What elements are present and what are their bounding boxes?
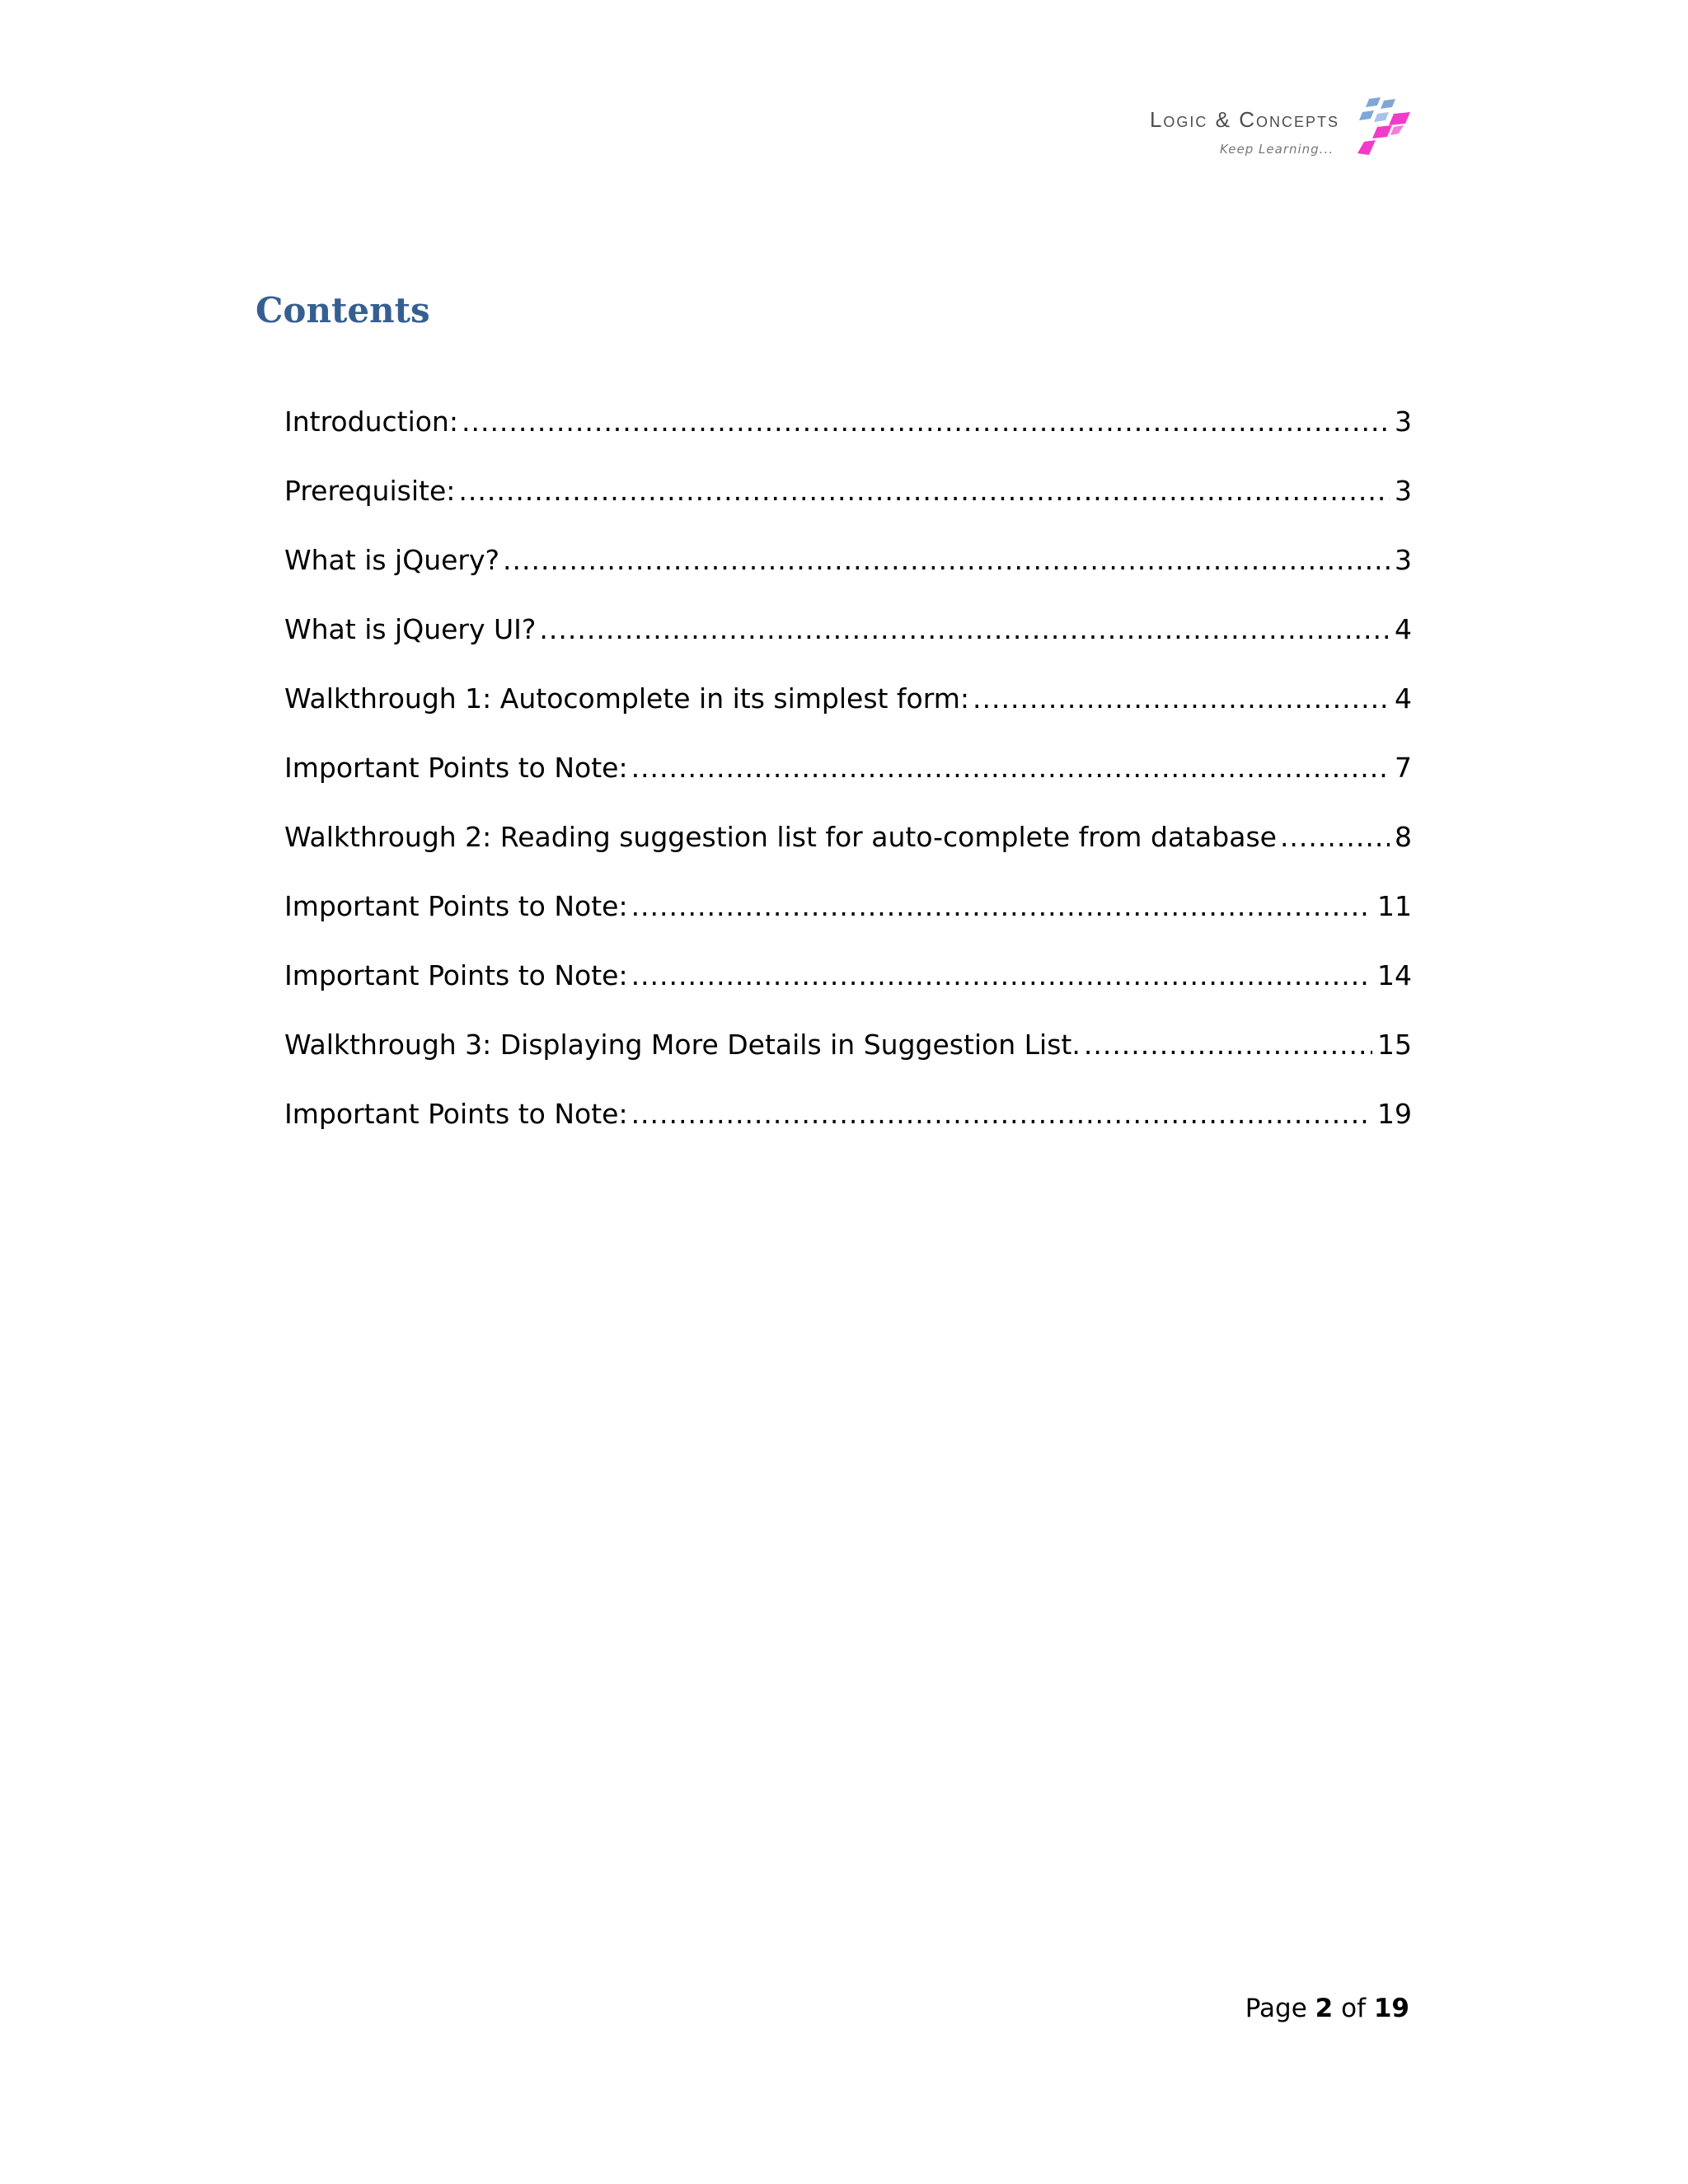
toc-dot-leader — [462, 405, 1390, 438]
toc-dot-leader — [1280, 821, 1390, 853]
toc-dot-leader — [539, 613, 1390, 645]
page-number-footer — [1245, 1994, 1409, 2023]
toc-entry-page: 11 — [1377, 890, 1412, 922]
current-page-number: 2 — [1315, 1994, 1334, 2023]
toc-entry-title: Introduction: — [284, 405, 458, 438]
toc-dot-leader — [503, 544, 1390, 576]
logo-mark-icon — [1353, 96, 1422, 162]
toc-entry[interactable] — [284, 544, 1412, 613]
toc-entry-page: 3 — [1395, 544, 1412, 576]
logo-tile-blue-1 — [1366, 97, 1381, 107]
toc-dot-leader — [631, 752, 1390, 784]
toc-entry-title: What is jQuery? — [284, 544, 500, 576]
toc-list — [284, 405, 1412, 1167]
toc-entry-title: Important Points to Note: — [284, 959, 628, 991]
toc-entry[interactable] — [284, 752, 1412, 821]
logo-tile-blue-2 — [1381, 99, 1395, 109]
toc-entry[interactable] — [284, 1098, 1412, 1167]
toc-entry-page: 4 — [1395, 613, 1412, 645]
logo-tile-pink-3 — [1390, 125, 1404, 135]
toc-entry-page: 3 — [1395, 475, 1412, 507]
toc-dot-leader — [631, 1098, 1372, 1130]
toc-entry-title: Walkthrough 1: Autocomplete in its simplest form: — [284, 682, 969, 715]
logo-tile-pink-2 — [1372, 125, 1392, 138]
total-page-count: 19 — [1373, 1994, 1409, 2023]
company-logo — [1142, 96, 1422, 162]
logo-tile-blue-3 — [1359, 110, 1374, 120]
logo-tagline: Keep Learning... — [1220, 142, 1334, 157]
toc-entry[interactable] — [284, 682, 1412, 752]
toc-dot-leader — [1084, 1029, 1372, 1061]
toc-entry-title: Prerequisite: — [284, 475, 456, 507]
toc-dot-leader — [458, 475, 1390, 507]
toc-entry[interactable] — [284, 1029, 1412, 1098]
toc-dot-leader — [631, 890, 1372, 922]
toc-entry[interactable] — [284, 405, 1412, 475]
logo-tile-pink-4 — [1357, 140, 1376, 155]
toc-entry-page: 15 — [1377, 1029, 1412, 1061]
toc-entry-page: 3 — [1395, 405, 1412, 438]
toc-entry-page: 4 — [1395, 682, 1412, 715]
toc-entry-title: Important Points to Note: — [284, 1098, 628, 1130]
toc-entry-title: Important Points to Note: — [284, 890, 628, 922]
toc-entry-page: 19 — [1377, 1098, 1412, 1130]
toc-entry-page: 8 — [1395, 821, 1412, 853]
toc-entry[interactable] — [284, 475, 1412, 544]
toc-entry-page: 14 — [1377, 959, 1412, 991]
toc-entry-title: Walkthrough 2: Reading suggestion list for auto-complete from database — [284, 821, 1277, 853]
toc-entry[interactable] — [284, 890, 1412, 959]
toc-entry[interactable] — [284, 613, 1412, 682]
toc-entry[interactable] — [284, 959, 1412, 1029]
toc-entry-title: What is jQuery UI? — [284, 613, 537, 645]
logo-tile-pink-1 — [1389, 112, 1410, 125]
toc-entry-page: 7 — [1395, 752, 1412, 784]
toc-heading: Contents — [256, 290, 430, 330]
toc-entry[interactable] — [284, 821, 1412, 890]
toc-entry-title: Important Points to Note: — [284, 752, 628, 784]
logo-name: Logic & Concepts — [1149, 107, 1340, 132]
toc-dot-leader — [973, 682, 1390, 715]
logo-tile-blue-4 — [1374, 112, 1389, 122]
toc-dot-leader — [631, 959, 1372, 991]
of-label: of — [1341, 1994, 1366, 2023]
page-label: Page — [1245, 1994, 1307, 2023]
toc-entry-title: Walkthrough 3: Displaying More Details in Suggestion List. — [284, 1029, 1081, 1061]
